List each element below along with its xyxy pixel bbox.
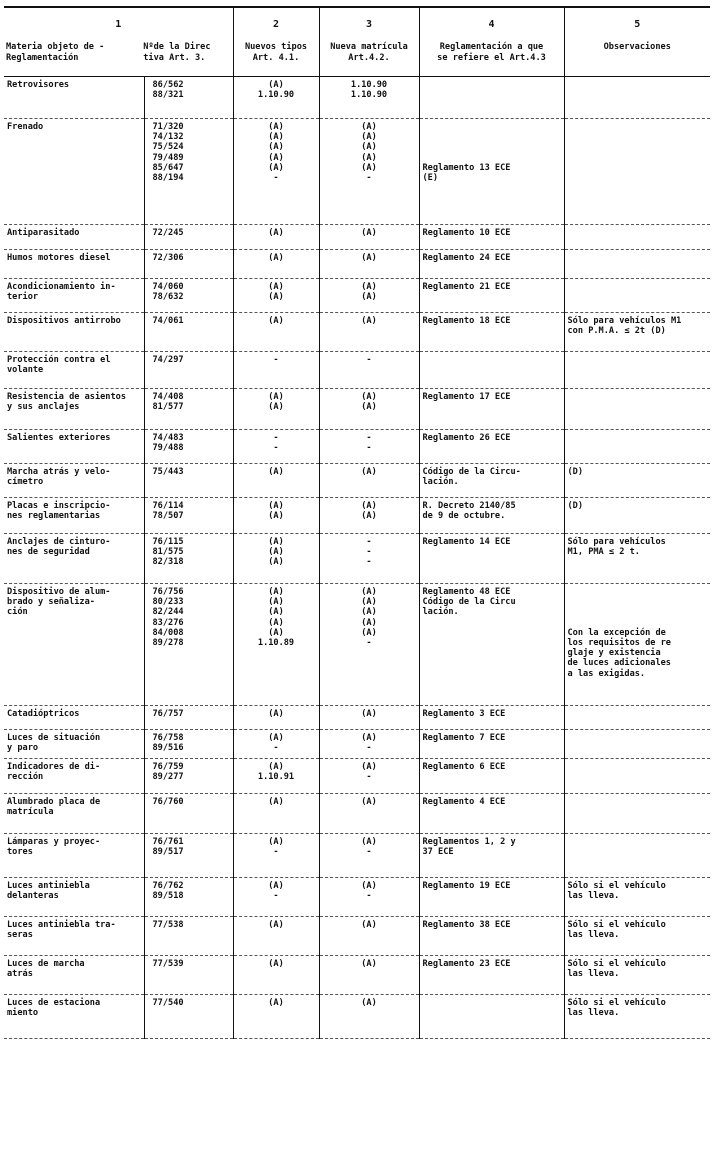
cell-directive: 71/320 74/132 75/524 79/489 85/647 88/194 xyxy=(144,119,233,225)
cell-regulation: Reglamento 26 ECE xyxy=(419,430,564,464)
cell-new-types: (A) xyxy=(233,313,319,352)
cell-observations: Sólo si el vehículo las lleva. xyxy=(567,881,666,902)
table-row xyxy=(4,995,710,1039)
cell-regulation: Reglamento 18 ECE xyxy=(419,313,564,352)
cell-observations xyxy=(564,834,710,878)
header-new-types-label: Nuevos tipos Art. 4.1. xyxy=(244,42,308,63)
cell-regulation: Reglamento 38 ECE xyxy=(419,917,564,956)
header-number-3: 3 xyxy=(365,19,373,31)
cell-regulation: Reglamento 6 ECE xyxy=(419,759,564,794)
table-row xyxy=(4,878,710,917)
cell-regulation xyxy=(419,352,564,389)
cell-observations xyxy=(564,279,710,313)
cell-directive: 77/540 xyxy=(144,995,233,1039)
cell-new-types: (A) (A) (A) xyxy=(233,534,319,584)
cell-subject: Acondicionamiento in- terior xyxy=(4,279,144,313)
cell-regulation: Reglamento 48 ECE Código de la Circu lación. xyxy=(419,584,564,706)
cell-new-types: (A) xyxy=(233,225,319,250)
cell-directive: 76/114 78/507 xyxy=(144,498,233,534)
cell-directive: 74/061 xyxy=(144,313,233,352)
cell-new-registration: (A) (A) (A) (A) (A) - xyxy=(319,584,419,706)
cell-new-registration: (A) xyxy=(319,706,419,730)
table-row xyxy=(4,389,710,430)
cell-observations xyxy=(564,759,710,794)
cell-subject: Luces de situación y paro xyxy=(4,730,144,759)
cell-new-types: - - xyxy=(233,430,319,464)
table-row xyxy=(4,834,710,878)
cell-new-types: (A) xyxy=(233,706,319,730)
cell-observations: Sólo si el vehículo las lleva. xyxy=(567,959,666,980)
cell-directive: 76/761 89/517 xyxy=(144,834,233,878)
cell-regulation: Código de la Circu- lación. xyxy=(419,464,564,498)
cell-observations xyxy=(564,225,710,250)
cell-new-types: (A) xyxy=(233,794,319,834)
cell-observations: Sólo para vehículos M1, PMA ≤ 2 t. xyxy=(567,537,666,558)
table-row xyxy=(4,498,710,534)
cell-regulation: Reglamento 17 ECE xyxy=(419,389,564,430)
cell-directive: 86/562 88/321 xyxy=(144,77,233,119)
header-col1-group xyxy=(4,7,233,77)
cell-new-registration: (A) xyxy=(319,794,419,834)
cell-observations xyxy=(564,706,710,730)
cell-observations xyxy=(564,77,710,119)
cell-observations: Sólo si el vehículo las lleva. xyxy=(567,998,666,1019)
table-row xyxy=(4,225,710,250)
header-subject: Materia objeto de - Reglamentación xyxy=(6,42,105,63)
cell-new-types: (A) xyxy=(233,956,319,995)
cell-new-registration: - - xyxy=(319,430,419,464)
cell-subject: Resistencia de asientos y sus anclajes xyxy=(4,389,144,430)
cell-new-registration: (A) xyxy=(319,464,419,498)
cell-new-registration: (A) - xyxy=(319,878,419,917)
cell-new-registration: (A) xyxy=(319,917,419,956)
table-row xyxy=(4,430,710,464)
table-header-row xyxy=(4,7,710,77)
cell-regulation: Reglamento 3 ECE xyxy=(419,706,564,730)
cell-new-registration: (A) (A) xyxy=(319,279,419,313)
cell-new-types: (A) (A) (A) (A) (A) - xyxy=(233,119,319,225)
cell-new-registration: (A) - xyxy=(319,834,419,878)
header-number-2: 2 xyxy=(272,19,280,31)
cell-directive: 72/306 xyxy=(144,250,233,279)
header-observations-label: Observaciones xyxy=(603,42,671,53)
header-number-1: 1 xyxy=(115,19,122,31)
cell-subject: Indicadores de di- rección xyxy=(4,759,144,794)
cell-new-registration: (A) (A) xyxy=(319,498,419,534)
table-row xyxy=(4,464,710,498)
cell-regulation: Reglamento 19 ECE xyxy=(419,878,564,917)
table-row xyxy=(4,250,710,279)
cell-directive: 76/760 xyxy=(144,794,233,834)
document-page xyxy=(4,6,716,1156)
header-new-registration-label: Nueva matrícula Art.4.2. xyxy=(330,42,408,63)
cell-subject: Marcha atrás y velo- címetro xyxy=(4,464,144,498)
table-row xyxy=(4,956,710,995)
cell-subject: Luces de estaciona miento xyxy=(4,995,144,1039)
table-row xyxy=(4,917,710,956)
cell-new-types: (A) - xyxy=(233,878,319,917)
cell-new-types: (A) (A) (A) (A) (A) 1.10.89 xyxy=(233,584,319,706)
cell-observations xyxy=(564,794,710,834)
cell-subject: Frenado xyxy=(4,119,144,225)
table-row xyxy=(4,794,710,834)
cell-new-registration: 1.10.90 1.10.90 xyxy=(319,77,419,119)
cell-subject: Lámparas y proyec- tores xyxy=(4,834,144,878)
table-row xyxy=(4,352,710,389)
cell-new-types: (A) xyxy=(233,250,319,279)
cell-directive: 76/115 81/575 82/318 xyxy=(144,534,233,584)
table-row xyxy=(4,279,710,313)
cell-subject: Dispositivo de alum- brado y señaliza- ción xyxy=(4,584,144,706)
header-regulation-label: Reglamentación a que se refiere el Art.4.3 xyxy=(437,42,546,63)
cell-directive: 75/443 xyxy=(144,464,233,498)
header-directive: Nºde la Direc tiva Art. 3. xyxy=(143,42,211,63)
cell-new-registration: (A) xyxy=(319,250,419,279)
cell-observations xyxy=(564,430,710,464)
cell-directive: 77/538 xyxy=(144,917,233,956)
cell-new-types: (A) xyxy=(233,995,319,1039)
cell-regulation: Reglamento 24 ECE xyxy=(419,250,564,279)
cell-regulation: Reglamento 7 ECE xyxy=(419,730,564,759)
table-row xyxy=(4,119,710,225)
cell-regulation: Reglamento 10 ECE xyxy=(419,225,564,250)
cell-regulation: Reglamento 4 ECE xyxy=(419,794,564,834)
cell-new-types: (A) 1.10.91 xyxy=(233,759,319,794)
cell-regulation: Reglamento 23 ECE xyxy=(419,956,564,995)
cell-subject: Salientes exteriores xyxy=(4,430,144,464)
cell-subject: Catadióptricos xyxy=(4,706,144,730)
cell-observations: Sólo para vehículos M1 con P.M.A. ≤ 2t (D) xyxy=(567,316,682,337)
cell-regulation: Reglamento 13 ECE (E) xyxy=(419,119,564,225)
cell-directive: 76/758 89/516 xyxy=(144,730,233,759)
cell-directive: 74/408 81/577 xyxy=(144,389,233,430)
cell-regulation: Reglamento 14 ECE xyxy=(419,534,564,584)
header-new-registration xyxy=(319,7,419,77)
cell-directive: 74/297 xyxy=(144,352,233,389)
table-body xyxy=(4,77,710,1039)
cell-observations xyxy=(564,352,710,389)
cell-subject: Antiparasitado xyxy=(4,225,144,250)
cell-new-types: (A) 1.10.90 xyxy=(233,77,319,119)
cell-subject: Luces de marcha atrás xyxy=(4,956,144,995)
cell-regulation: R. Decreto 2140/85 de 9 de octubre. xyxy=(419,498,564,534)
cell-regulation: Reglamento 21 ECE xyxy=(419,279,564,313)
cell-observations: Sólo si el vehículo las lleva. xyxy=(567,920,666,941)
cell-new-registration: (A) (A) xyxy=(319,389,419,430)
cell-new-registration: (A) xyxy=(319,995,419,1039)
regulation-table xyxy=(4,6,710,1039)
table-row xyxy=(4,313,710,352)
cell-directive: 74/483 79/488 xyxy=(144,430,233,464)
table-row xyxy=(4,584,710,706)
cell-new-types: (A) (A) xyxy=(233,498,319,534)
cell-directive: 72/245 xyxy=(144,225,233,250)
cell-subject: Dispositivos antirrobo xyxy=(4,313,144,352)
cell-directive: 74/060 78/632 xyxy=(144,279,233,313)
cell-directive: 77/539 xyxy=(144,956,233,995)
cell-new-types: (A) (A) xyxy=(233,279,319,313)
header-new-types xyxy=(233,7,319,77)
cell-new-registration: - - - xyxy=(319,534,419,584)
cell-observations: Con la excepción de los requisitos de re glaje y existencia de luces adicionales a las exigidas. xyxy=(567,627,671,679)
cell-subject: Luces antiniebla delanteras xyxy=(4,878,144,917)
cell-new-registration: (A) xyxy=(319,313,419,352)
cell-regulation xyxy=(419,77,564,119)
cell-observations: (D) xyxy=(567,501,584,512)
cell-subject: Alumbrado placa de matrícula xyxy=(4,794,144,834)
cell-new-registration: (A) xyxy=(319,225,419,250)
cell-new-registration: (A) (A) (A) (A) (A) - xyxy=(319,119,419,225)
cell-subject: Placas e inscripcio- nes reglamentarias xyxy=(4,498,144,534)
cell-observations xyxy=(564,250,710,279)
cell-regulation: Reglamentos 1, 2 y 37 ECE xyxy=(419,834,564,878)
cell-new-types: (A) - xyxy=(233,834,319,878)
cell-new-registration: (A) - xyxy=(319,759,419,794)
cell-directive: 76/762 89/518 xyxy=(144,878,233,917)
cell-new-registration: (A) - xyxy=(319,730,419,759)
table-row xyxy=(4,706,710,730)
cell-new-types: (A) xyxy=(233,464,319,498)
cell-directive: 76/759 89/277 xyxy=(144,759,233,794)
cell-new-types: (A) - xyxy=(233,730,319,759)
cell-subject: Anclajes de cinturo- nes de seguridad xyxy=(4,534,144,584)
header-number-5: 5 xyxy=(634,19,641,31)
cell-new-types: (A) xyxy=(233,917,319,956)
table-row xyxy=(4,77,710,119)
cell-new-registration: - xyxy=(319,352,419,389)
cell-new-types: (A) (A) xyxy=(233,389,319,430)
cell-subject: Retrovisores xyxy=(4,77,144,119)
cell-new-types: - xyxy=(233,352,319,389)
table-row xyxy=(4,759,710,794)
cell-observations xyxy=(564,119,710,225)
cell-directive: 76/756 80/233 82/244 83/276 84/008 89/278 xyxy=(144,584,233,706)
header-number-4: 4 xyxy=(488,19,495,31)
cell-new-registration: (A) xyxy=(319,956,419,995)
cell-subject: Luces antiniebla tra- seras xyxy=(4,917,144,956)
cell-directive: 76/757 xyxy=(144,706,233,730)
cell-observations xyxy=(564,730,710,759)
cell-subject: Protección contra el volante xyxy=(4,352,144,389)
cell-regulation xyxy=(419,995,564,1039)
table-row xyxy=(4,730,710,759)
cell-observations: (D) xyxy=(567,467,584,478)
cell-subject: Humos motores diesel xyxy=(4,250,144,279)
header-observations xyxy=(564,7,710,77)
header-regulation xyxy=(419,7,564,77)
table-row xyxy=(4,534,710,584)
cell-observations xyxy=(564,389,710,430)
